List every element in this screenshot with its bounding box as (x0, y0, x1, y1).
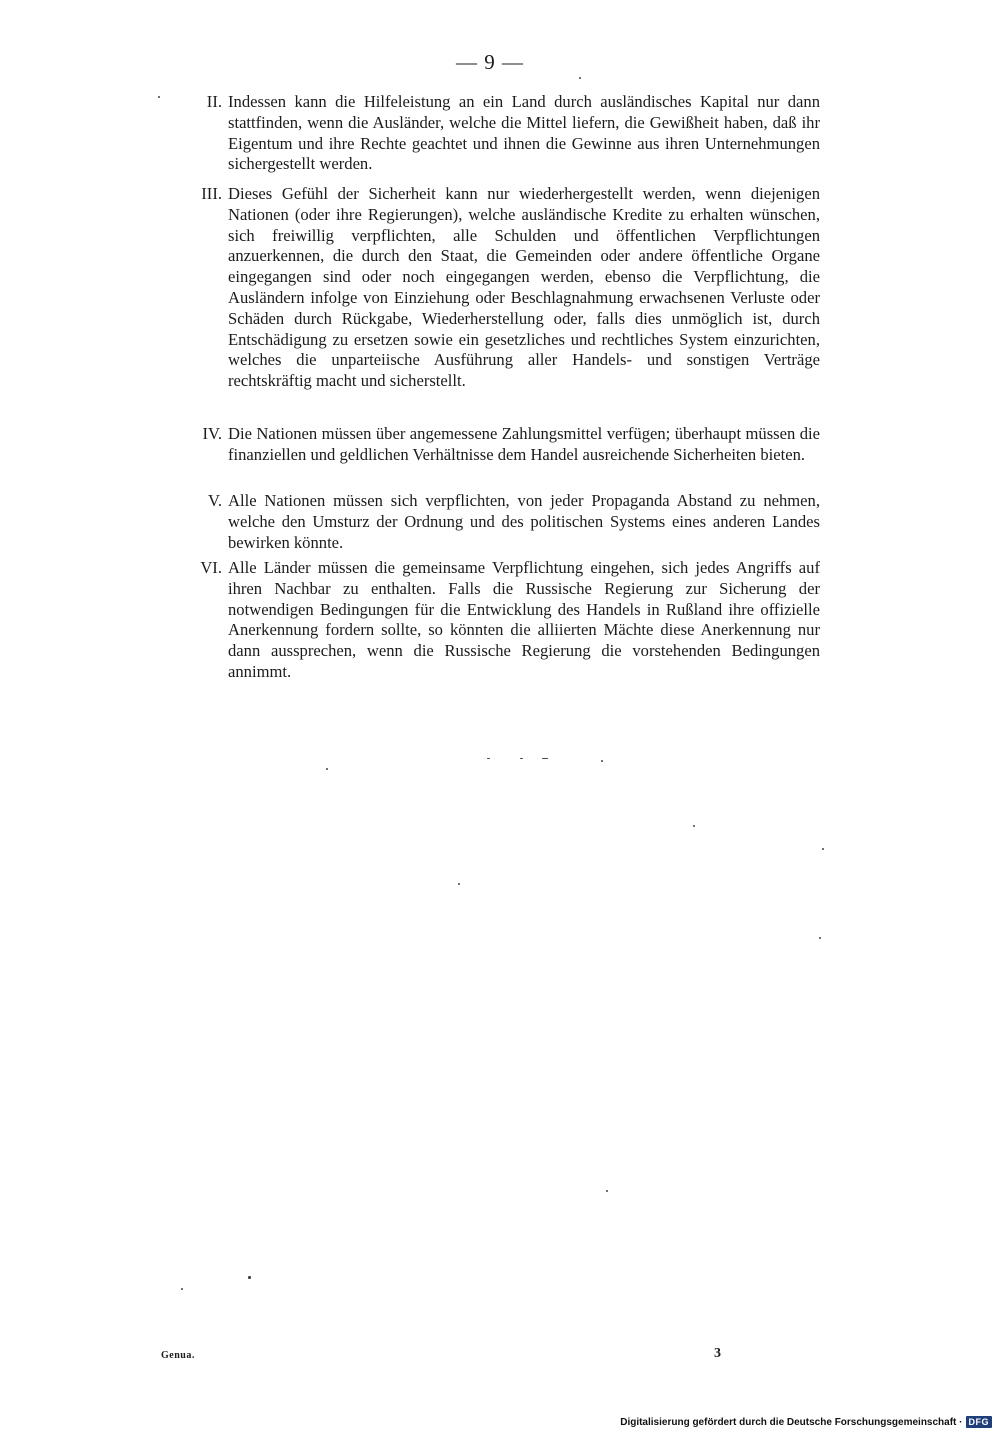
section-numeral: VI. (200, 558, 222, 577)
section-iv (178, 424, 820, 466)
scan-speck (520, 758, 523, 759)
scan-speck (822, 848, 824, 850)
section-text: Alle Länder müssen die gemeinsame Verpflichtung eingehen, sich jedes Angriffs auf ihren Nachbar zu enthalten. Falls die Russische Regierung zur Sicherung der notwendigen Bedingungen für die Entwicklung des Handels in Rußland ihre offizielle Anerkennung fordern sollte, so könnten die alliierten Mächte diese Anerkennung nur dann aussprechen, wenn die Russische Regierung die vorstehenden Bedingungen annimmt. (228, 558, 820, 681)
section-text: Alle Nationen müssen sich verpflichten, von jeder Propaganda Abstand zu nehmen, welche den Umsturz der Ordnung und des politischen Systems eines anderen Landes bewirken könnte. (228, 491, 820, 552)
section-text: Die Nationen müssen über angemessene Zahlungsmittel verfügen; überhaupt müssen die finanziellen und geldlichen Verhältnisse dem Handel ausreichende Sicherheiten bieten. (228, 424, 820, 464)
scan-speck (601, 760, 603, 762)
dfg-attribution (620, 1416, 992, 1428)
section-numeral: III. (201, 184, 222, 203)
scan-speck (819, 937, 821, 939)
section-v (178, 491, 820, 553)
section-numeral: IV. (202, 424, 222, 443)
section-numeral: V. (208, 491, 222, 510)
scan-speck (487, 758, 490, 759)
section-numeral: II. (206, 92, 222, 111)
scan-speck (579, 77, 581, 79)
scan-speck (326, 768, 328, 770)
scan-speck (181, 1288, 183, 1290)
section-ii (178, 92, 820, 175)
section-text: Dieses Gefühl der Sicherheit kann nur wiederhergestellt werden, wenn diejenigen Nationen (oder ihre Regierungen), welche ausländische Kredite zu erhalten wünschen, sich freiwillig verpflichten, alle Schulden und öffentlichen Verpflichtungen anzuerkennen, die durch den Staat, die Gemeinden oder andere öffentliche Organe eingegangen sind oder noch eingegangen werden, ebenso die Verpflichtung, die Ausländern infolge von Einziehung oder Beschlagnahmung erwachsenen Verluste oder Schäden durch Rückgabe, Wiederherstellung oder, falls dies unmöglich ist, durch Entschädigung zu ersetzen sowie ein gesetzliches und rechtliches System einzurichten, welches die unparteiische Ausführung aller Handels- und sonstigen Verträge rechtskräftig macht und sicherstellt. (228, 184, 820, 391)
footer-sheet-number: 3 (714, 1346, 721, 1361)
section-iii (178, 184, 820, 392)
dfg-logo: DFG (966, 1416, 993, 1428)
scan-speck (158, 96, 160, 98)
scan-speck (458, 883, 460, 885)
footer-signature: Genua. (161, 1350, 195, 1361)
section-vi (178, 558, 820, 683)
scan-speck (693, 825, 695, 827)
attribution-text: Digitalisierung gefördert durch die Deutsche Forschungsgemeinschaft · (620, 1416, 963, 1428)
scan-speck (248, 1276, 251, 1279)
section-text: Indessen kann die Hilfeleistung an ein Land durch ausländisches Kapital nur dann stattfinden, wenn die Ausländer, welche die Mittel liefern, die Gewißheit haben, daß ihr Eigentum und ihre Rechte geachtet und ihnen die Gewinne aus ihren Unternehmungen sichergestellt werden. (228, 92, 820, 174)
page-number: — 9 — (456, 50, 524, 74)
scan-speck (606, 1190, 608, 1192)
scan-speck (542, 758, 548, 759)
